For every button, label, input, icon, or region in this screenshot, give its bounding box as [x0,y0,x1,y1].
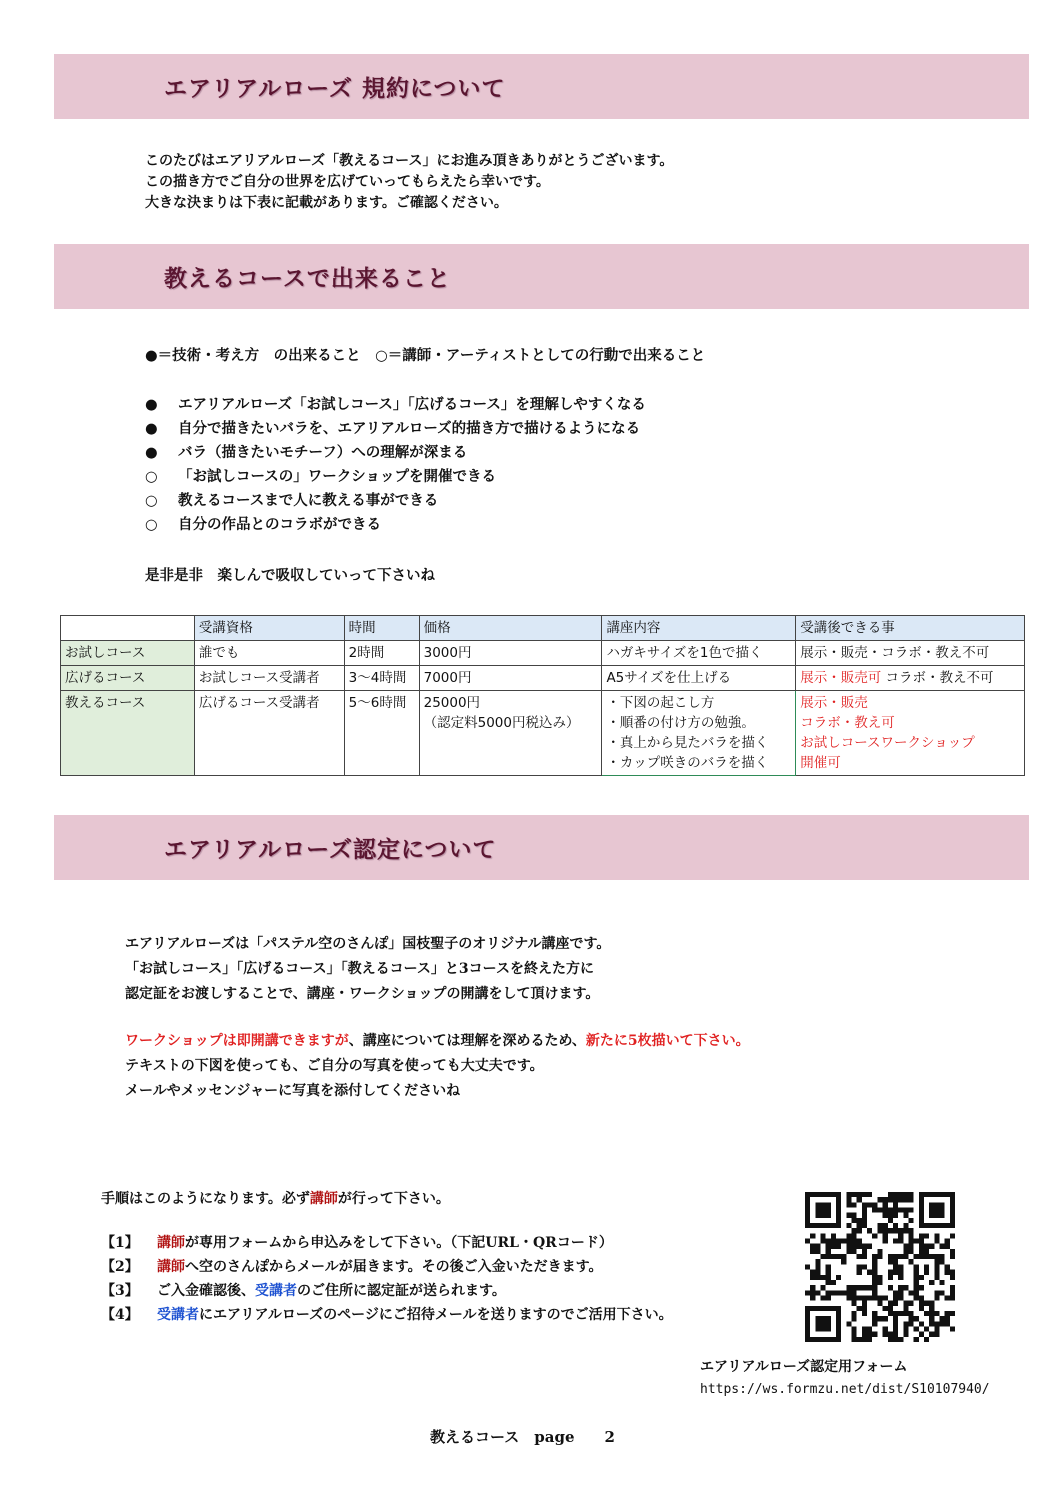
table-header-cell: 時間 [344,616,419,641]
procedure-intro [101,1187,673,1211]
course-name: 広げるコース [61,666,195,691]
intro-text [145,151,673,214]
intro-c: が行って下さい。 [337,1191,450,1207]
list-item-text: 自分で描きたいバラを、エアリアルローズ的描き方で描けるようになる [178,420,641,437]
step-number: 【3】 [101,1283,139,1299]
after-line: 展示・販売 [800,695,868,711]
procedure-step [101,1279,673,1303]
terms-banner [54,54,1029,119]
bullet-mark: ● [145,396,158,413]
form-caption: エアリアルローズ認定用フォーム [700,1359,908,1375]
content-line: ・下図の起こし方 [606,695,715,711]
content-line: ・順番の付け方の勉強。 [606,715,755,731]
table-header-cell: 受講資格 [194,616,344,641]
cert-line: エアリアルローズは「パステル空のさんぽ」国枝聖子のオリジナル講座です。 [125,936,611,952]
step-pre: ご入金確認後、 [157,1283,255,1299]
intro-line: このたびはエアリアルローズ「教えるコース」にお進み頂きありがとうございます。 [145,153,674,169]
step-highlight: 講師 [157,1235,185,1251]
intro-line: 大きな決まりは下表に記載があります。ご確認ください。 [145,195,508,211]
cert-line: 「お試しコース」「広げるコース」「教えるコース」と3コースを終えた方に [125,961,594,977]
course-table [60,615,1025,776]
can-do-title: 教えるコースで出来ること [164,265,451,292]
note-red: 新たに5枚描いて下さい。 [585,1033,750,1049]
table-header-cell [61,616,195,641]
note-mid: 、講座については理解を深めるため、 [348,1033,586,1049]
table-cell: 広げるコース受講者 [194,691,344,776]
form-url-link[interactable]: https://ws.formzu.net/dist/S10107940/ [700,1382,990,1397]
step-text: のご住所に認定証が送られます。 [297,1283,506,1299]
cert-line: メールやメッセンジャーに写真を添付してくださいね [125,1083,461,1099]
course-name: 教えるコース [61,691,195,776]
step-highlight: 受講者 [157,1307,199,1323]
list-item [145,465,646,489]
page-footer: 教えるコース page 2 [430,1428,615,1446]
list-item [145,489,646,513]
table-row [61,641,1025,666]
table-cell: お試しコース受講者 [194,666,344,691]
procedure-step [101,1303,673,1327]
step-text: へ空のさんぽからメールが届きます。その後ご入金いただきます。 [185,1259,603,1275]
procedure-step [101,1255,673,1279]
intro-line: この描き方でご自分の世界を広げていってもらえたら幸いです。 [145,174,550,190]
after-line: 開催可 [800,755,841,771]
price-note: （認定料5000円税込み） [423,715,580,731]
table-row [61,691,1025,776]
list-item-text: バラ（描きたいモチーフ）への理解が深まる [178,444,468,461]
closing-line: 是非是非 楽しんで吸収していって下さいね [145,567,435,584]
list-item [145,393,646,417]
table-cell: 3000円 [419,641,602,666]
list-item-text: 自分の作品とのコラボができる [178,516,381,533]
table-cell: ハガキサイズを1色で描く [602,641,796,666]
after-line: コラボ・教え可 [800,715,895,731]
terms-title: エアリアルローズ 規約について [164,75,506,102]
cert-text [125,932,750,1104]
step-number: 【1】 [101,1235,139,1251]
table-header-cell: 受講後できる事 [796,616,1025,641]
note-red: ワークショップは即開講できますが [125,1033,349,1049]
after-text: コラボ・教え不可 [885,670,994,686]
can-do-list [145,393,646,537]
table-header-cell: 価格 [419,616,602,641]
legend-text [145,345,705,366]
price: 25000円 [423,695,481,711]
qr-code-icon[interactable] [805,1192,955,1342]
list-item [145,441,646,465]
content-line: ・カップ咲きのバラを描く [606,755,769,771]
table-cell [419,691,602,776]
intro-b: 講師 [309,1191,338,1207]
list-item-text: 「お試しコースの」ワークショップを開催できる [178,468,496,485]
after-red: 展示・販売可 [800,670,882,686]
intro-a: 手順はこのようになります。必ず [101,1191,310,1207]
table-cell: 誰でも [194,641,344,666]
table-row [61,666,1025,691]
procedure-step [101,1231,673,1255]
table-cell: 7000円 [419,666,602,691]
table-cell: 5〜6時間 [344,691,419,776]
list-item [145,513,646,537]
step-highlight: 講師 [157,1259,185,1275]
cert-line: テキストの下図を使っても、ご自分の写真を使っても大丈夫です。 [125,1058,544,1074]
table-cell: 3〜4時間 [344,666,419,691]
cert-banner [54,815,1029,880]
bullet-mark: ○ [145,468,158,485]
step-highlight: 受講者 [255,1283,297,1299]
list-item-text: 教えるコースまで人に教える事ができる [178,492,439,509]
legend-line: ●＝技術・考え方 の出来ること ○＝講師・アーティストとしての行動で出来ること [145,347,706,364]
step-text: が専用フォームから申込みをして下さい。（下記URL・QRコード） [185,1235,613,1251]
bullet-mark: ○ [145,492,158,509]
closing-text [145,565,435,586]
list-item-text: エアリアルローズ「お試しコース」「広げるコース」を理解しやすくなる [178,396,646,413]
table-cell: A5サイズを仕上げる [602,666,796,691]
step-text: にエアリアルローズのページにご招待メールを送りますのでご活用下さい。 [199,1307,673,1323]
bullet-mark: ● [145,444,158,461]
table-cell [796,666,1025,691]
procedure [101,1187,673,1327]
table-header-cell: 講座内容 [602,616,796,641]
after-line: お試しコースワークショップ [800,735,975,751]
table-cell: 展示・販売・コラボ・教え不可 [796,641,1025,666]
course-name: お試しコース [61,641,195,666]
cert-note [125,1029,750,1054]
content-line: ・真上から見たバラを描く [606,735,769,751]
bullet-mark: ● [145,420,158,437]
cert-title: エアリアルローズ認定について [164,836,497,863]
step-number: 【4】 [101,1307,139,1323]
table-cell [602,691,796,776]
table-cell: 2時間 [344,641,419,666]
cert-line: 認定証をお渡しすることで、講座・ワークショップの開講をして頂けます。 [125,986,600,1002]
list-item [145,417,646,441]
table-cell [796,691,1025,776]
table-header-row [61,616,1025,641]
step-number: 【2】 [101,1259,139,1275]
bullet-mark: ○ [145,516,158,533]
can-do-banner [54,244,1029,309]
